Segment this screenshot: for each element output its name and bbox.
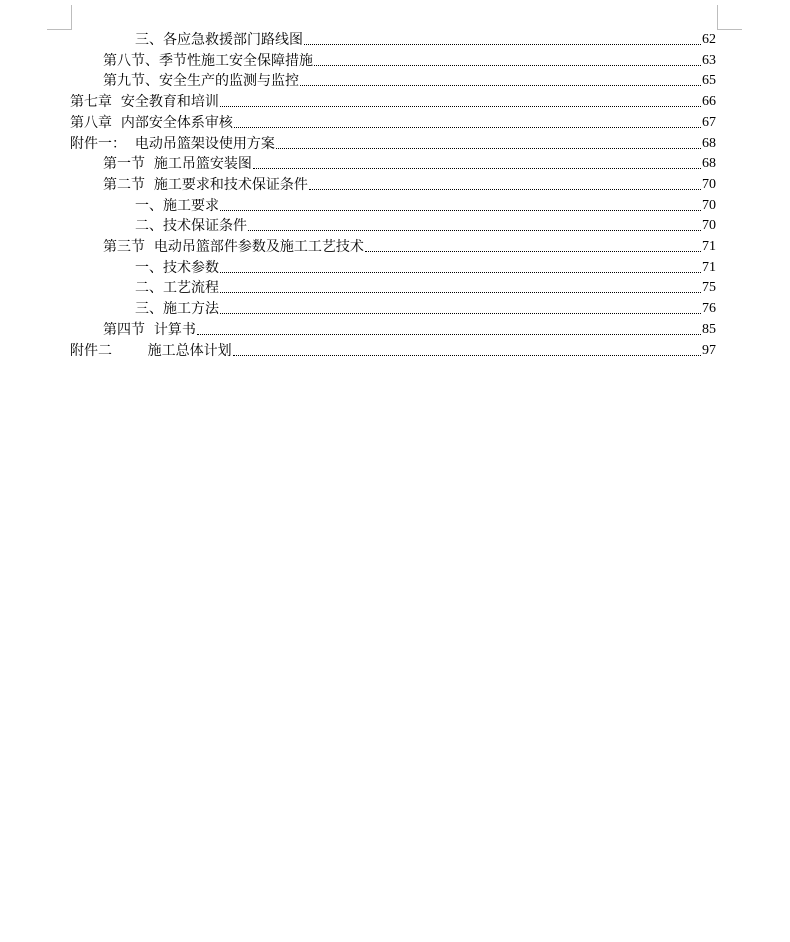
toc-entry-page: 63 [702,52,716,68]
toc-entry-page: 71 [702,239,716,254]
toc-entry-page: 68 [702,156,716,172]
toc-entry-page: 85 [702,321,716,337]
dot-leader [314,65,701,66]
toc-entry[interactable] [103,50,716,70]
toc-entry[interactable] [135,29,716,49]
toc-entry-title: 三、施工方法 [135,301,219,318]
toc-entry-page: 70 [702,176,716,192]
dot-leader [253,168,701,169]
toc-entry[interactable] [135,195,716,215]
toc-entry[interactable] [103,319,716,339]
toc-entry[interactable] [135,215,716,235]
toc-entry[interactable] [103,153,716,173]
toc-entry-title: 第四节 计算书 [103,321,196,338]
toc-entry-title: 第九节、安全生产的监测与监控 [103,73,299,90]
dot-leader [248,230,701,231]
dot-leader [220,210,701,211]
toc-entry-title: 附件二 施工总体计划 [70,342,232,359]
toc-entry-page: 71 [702,259,716,275]
dot-leader [233,355,701,356]
toc-entry-title: 附件一： 电动吊篮架设使用方案 [70,135,275,152]
toc-entry[interactable] [103,174,716,194]
toc-entry-title: 二、工艺流程 [135,280,219,297]
toc-entry-page: 70 [702,197,716,213]
toc-entry[interactable] [135,277,716,297]
toc-entry-page: 62 [702,32,716,47]
toc-entry[interactable] [103,236,716,256]
toc-entry-page: 97 [702,342,716,358]
toc-entry[interactable] [70,133,716,153]
dot-leader [234,127,701,128]
toc-entry-page: 76 [702,301,716,317]
toc-entry-page: 70 [702,218,716,234]
toc-entry[interactable] [135,298,716,318]
dot-leader [365,251,701,252]
toc-entry-title: 第二节 施工要求和技术保证条件 [103,176,308,193]
dot-leader [197,334,701,335]
toc-entry-title: 第一节 施工吊篮安装图 [103,156,252,173]
toc-entry-title: 一、施工要求 [135,197,219,214]
toc-entry-title: 第三节 电动吊篮部件参数及施工工艺技术 [103,239,364,255]
dot-leader [220,292,701,293]
toc-entry[interactable] [103,70,716,90]
crop-mark-top-left [47,5,72,30]
dot-leader [304,44,701,45]
dot-leader [300,85,701,86]
dot-leader [309,189,701,190]
toc-entry[interactable] [70,91,716,111]
toc-entry-page: 66 [702,94,716,110]
toc-entry-title: 三、各应急救援部门路线图 [135,32,303,48]
toc-entry-page: 65 [702,73,716,89]
dot-leader [220,106,701,107]
toc-entry-page: 67 [702,114,716,130]
crop-mark-top-right [717,5,742,30]
dot-leader [220,272,701,273]
toc-entry[interactable] [135,257,716,277]
toc-entry-page: 75 [702,280,716,296]
toc-entry[interactable] [70,340,716,360]
dot-leader [276,148,701,149]
dot-leader [220,313,701,314]
toc-entry-title: 第八章 内部安全体系审核 [70,114,233,131]
toc-entry-title: 第八节、季节性施工安全保障措施 [103,52,313,69]
toc-entry-title: 二、技术保证条件 [135,218,247,235]
toc-entry-page: 68 [702,135,716,151]
toc-entry-title: 第七章 安全教育和培训 [70,94,219,111]
toc-entry[interactable] [70,112,716,132]
toc-entry-title: 一、技术参数 [135,259,219,276]
